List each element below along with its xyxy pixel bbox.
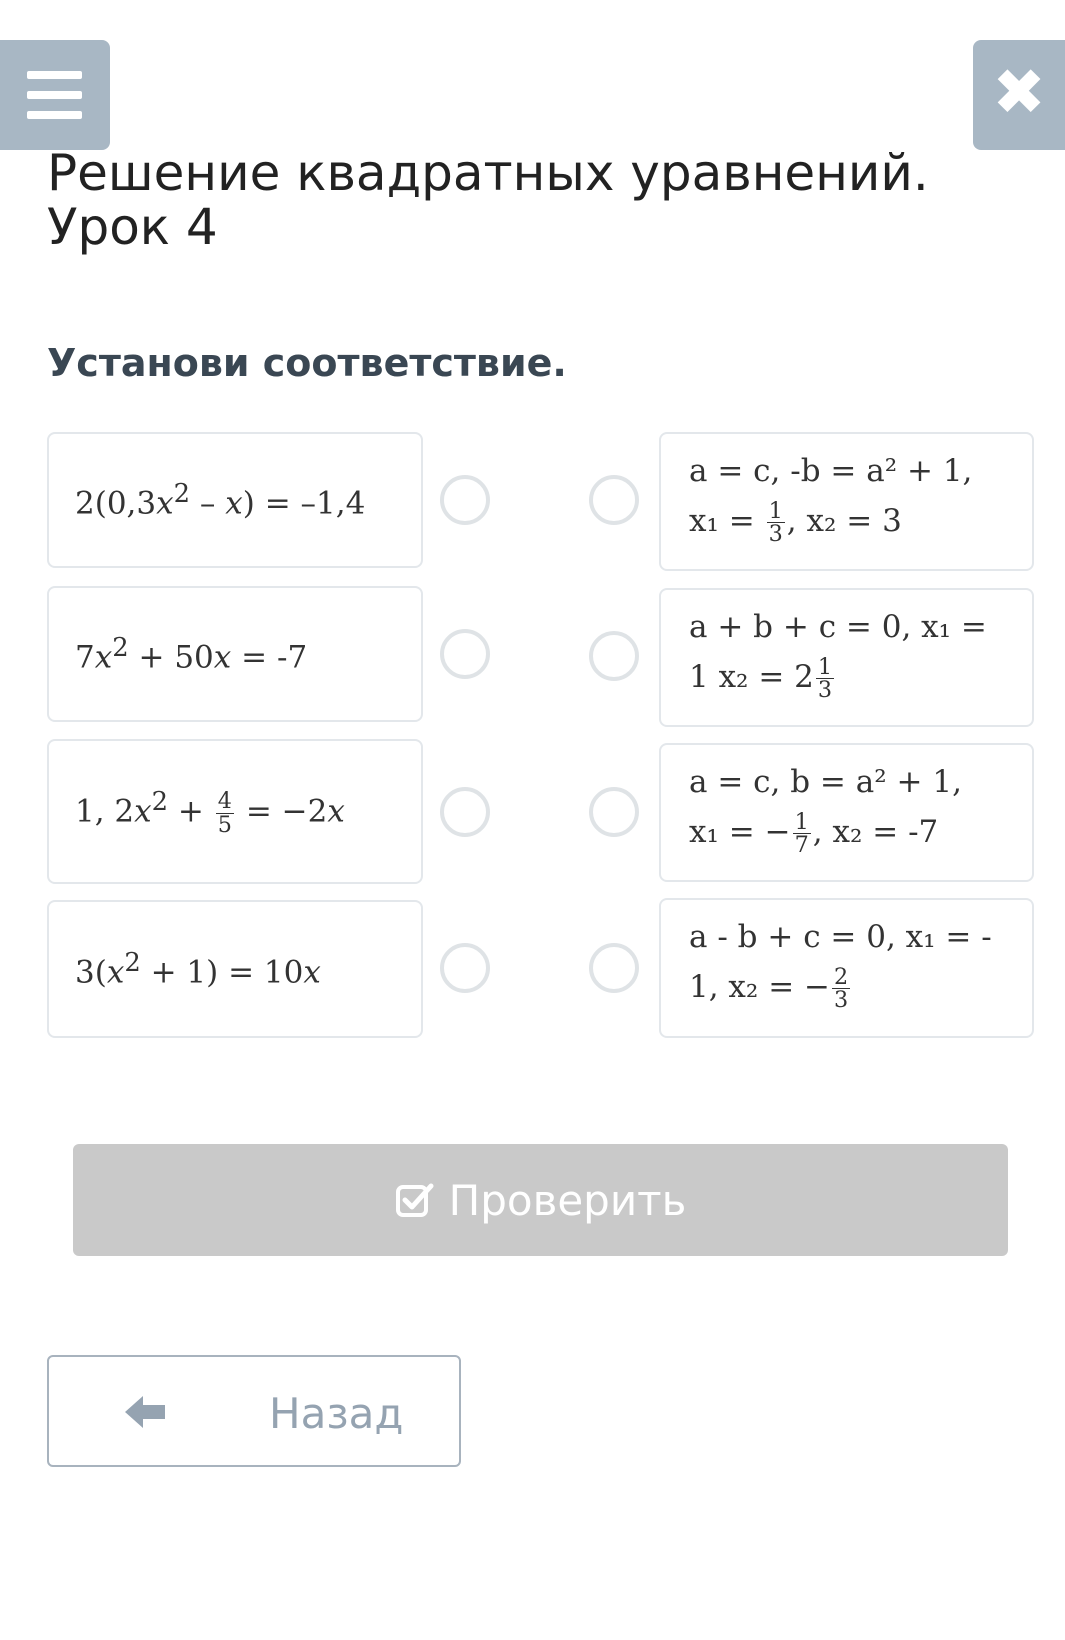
equation-text: $7x^2 + 50x = -7$ [75, 632, 308, 676]
fraction: $\frac{4}{5}$ [217, 788, 232, 838]
right-radio-2[interactable] [589, 631, 639, 681]
equation-card-1[interactable] [47, 432, 423, 568]
answer-line-1: a - b + c = 0, x₁ = - [689, 919, 992, 955]
checkbox-check-icon [395, 1182, 435, 1218]
answer-line-2: x₁ = − $\frac{1}{7}$ , x₂ = -7 [689, 808, 939, 858]
left-radio-3[interactable] [440, 787, 490, 837]
equation-card-4[interactable] [47, 900, 423, 1038]
equation-card-2[interactable] [47, 586, 423, 722]
left-radio-2[interactable] [440, 629, 490, 679]
right-radio-1[interactable] [589, 475, 639, 525]
answer-line-2: 1 x₂ = 2 $\frac{1}{3}$ [689, 653, 833, 703]
answer-line-2: x₁ = $\frac{1}{3}$ , x₂ = 3 [689, 497, 902, 547]
task-instruction: Установи соответствие. [47, 341, 567, 385]
check-button-label: Проверить [448, 1175, 687, 1225]
back-button[interactable] [47, 1355, 461, 1467]
equation-text: $3(x^2 + 1) = 10x$ [75, 947, 321, 991]
answer-line-1: a + b + c = 0, x₁ = [689, 609, 987, 645]
answer-card-3[interactable] [659, 743, 1034, 882]
arrow-left-icon [123, 1394, 167, 1430]
left-radio-4[interactable] [440, 943, 490, 993]
answer-card-2[interactable] [659, 588, 1034, 727]
back-button-label: Назад [269, 1389, 404, 1438]
check-button[interactable] [73, 1144, 1008, 1256]
equation-text: $2(0,3x^2 - x) = -1,4$ [75, 478, 366, 522]
answer-card-1[interactable] [659, 432, 1034, 571]
equation-text: 1, $2x^2$ + $\frac{4}{5}$ = −2x [75, 787, 345, 838]
close-icon: ✖ [992, 56, 1046, 130]
answer-line-1: a = c, -b = a² + 1, [689, 453, 973, 489]
right-radio-3[interactable] [589, 787, 639, 837]
left-radio-1[interactable] [440, 475, 490, 525]
answer-line-1: a = c, b = a² + 1, [689, 764, 962, 800]
close-button[interactable] [973, 40, 1065, 150]
right-radio-4[interactable] [589, 943, 639, 993]
menu-button[interactable] [0, 40, 110, 150]
equation-card-3[interactable] [47, 739, 423, 884]
answer-card-4[interactable] [659, 898, 1034, 1038]
answer-line-2: 1, x₂ = − $\frac{2}{3}$ [689, 963, 849, 1013]
page-title: Решение квадратных уравнений. Урок 4 [47, 144, 929, 256]
